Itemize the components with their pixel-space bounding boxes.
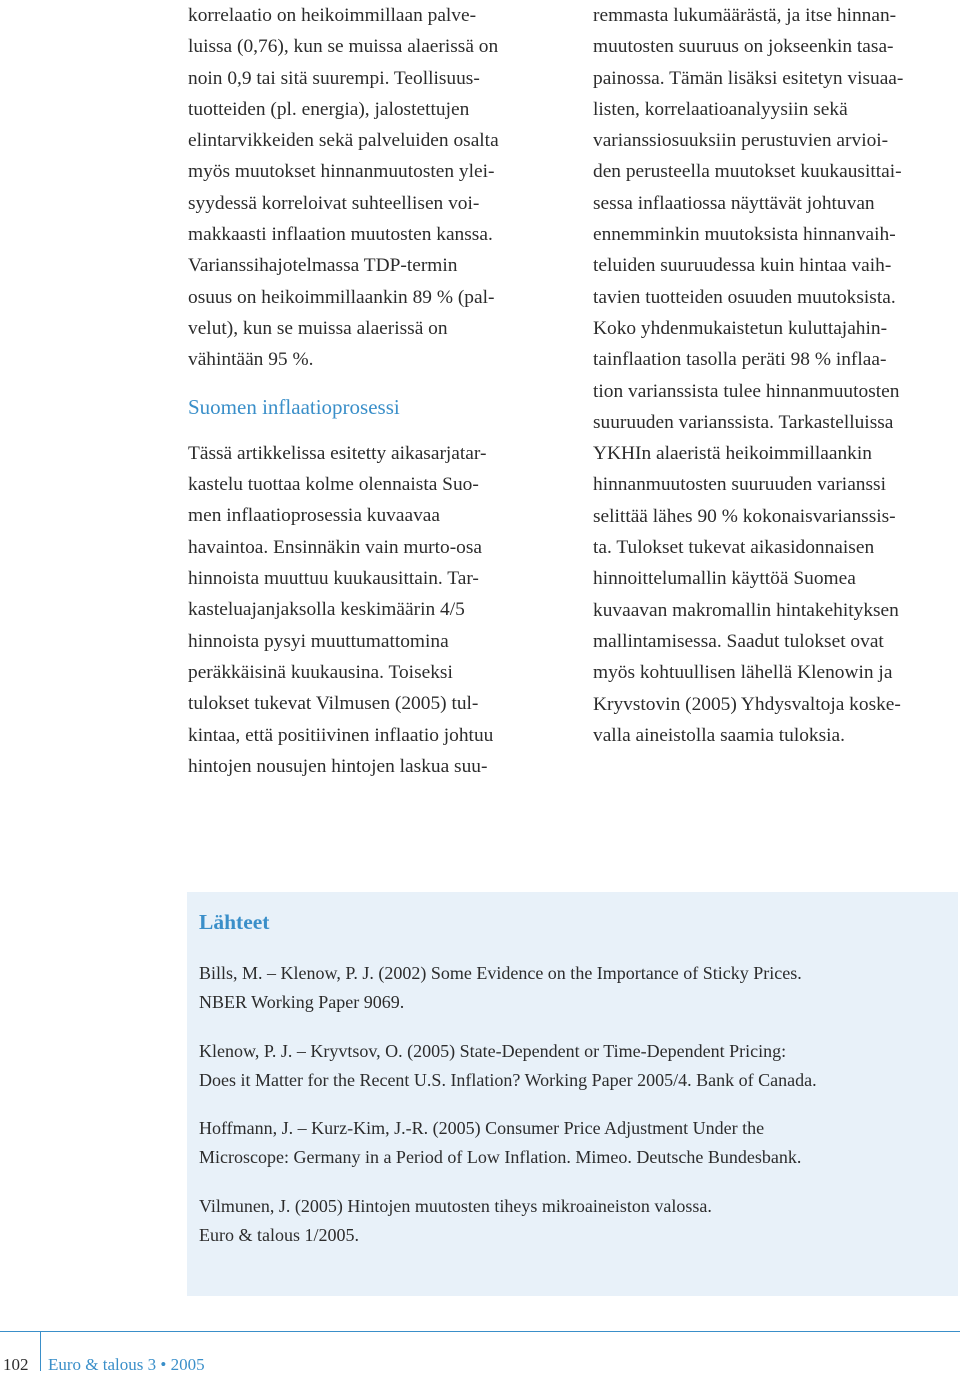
- text-line: ta. Tulokset tukevat aikasidonnaisen: [593, 537, 875, 559]
- reference-line: Does it Matter for the Recent U.S. Inflation? Working Paper 2005/4. Bank of Canada.: [199, 1069, 817, 1090]
- text-line: hinnoista pysyi muuttumattomina: [188, 630, 449, 652]
- text-line: kuvaavan makromallin hintakehityksen: [593, 599, 899, 621]
- text-line: Kryvstovin (2005) Yhdysvaltoja koske-: [593, 693, 901, 715]
- text-line: tuotteiden (pl. energia), jalostettujen: [188, 98, 470, 120]
- text-line: Varianssihajotelmassa TDP-termin: [188, 255, 458, 277]
- text-line: Koko yhdenmukaistetun kuluttajahin-: [593, 317, 888, 339]
- references-heading: Lähteet: [199, 910, 270, 934]
- text-line: remmasta lukumäärästä, ja itse hinnan-: [593, 5, 897, 26]
- text-line: varianssiosuuksiin perustuvien arvioi-: [593, 130, 889, 152]
- text-line: tainflaation tasolla peräti 98 % inflaa-: [593, 349, 887, 371]
- text-line: hinnanmuutosten suuruuden varianssi: [593, 474, 886, 496]
- text-line: muutosten suuruus on jokseenkin tasa-: [593, 36, 894, 58]
- section-heading: Suomen inflaatioprosessi: [188, 394, 400, 419]
- text-line: syydessä korreloivat suhteellisen voi-: [188, 192, 480, 214]
- text-line: tion varianssista tulee hinnanmuutosten: [593, 380, 900, 402]
- footer-rule: [0, 1331, 960, 1332]
- text-line: velut), kun se muissa alaerissä on: [188, 317, 448, 339]
- publication-name: Euro & talous 3 • 2005: [48, 1355, 205, 1374]
- footer-separator: [40, 1331, 41, 1371]
- text-line: kasteluajanjaksolla keskimäärin 4/5: [188, 599, 465, 621]
- paragraph-1: [188, 0, 564, 376]
- text-line: den perusteella muutokset kuukausittai-: [593, 161, 902, 183]
- reference-item: [199, 1192, 949, 1250]
- text-line: mallintamisessa. Saadut tulokset ovat: [593, 630, 884, 652]
- reference-line: Microscope: Germany in a Period of Low Inflation. Mimeo. Deutsche Bundesbank.: [199, 1147, 802, 1167]
- page-footer: [0, 1331, 960, 1374]
- text-line: suuruuden varianssista. Tarkastelluissa: [593, 411, 894, 433]
- text-line: men inflaatioprosessia kuvaavaa: [188, 505, 440, 527]
- text-line: hinnoista muuttuu kuukausittain. Tar-: [188, 568, 479, 590]
- text-line: hinnoittelumallin käyttöä Suomea: [593, 568, 856, 590]
- text-line: tavien tuotteiden osuuden muutoksista.: [593, 286, 896, 308]
- text-line: painossa. Tämän lisäksi esitetyn visuaa-: [593, 67, 904, 89]
- text-line: luissa (0,76), kun se muissa alaerissä on: [188, 36, 499, 58]
- left-column: [188, 0, 564, 782]
- text-line: sessa inflaatiossa näyttävät johtuvan: [593, 192, 875, 214]
- text-line: peräkkäisinä kuukausina. Toiseksi: [188, 661, 453, 683]
- reference-line: Klenow, P. J. – Kryvtsov, O. (2005) State-Dependent or Time-Dependent Pricing:: [199, 1040, 787, 1061]
- references-box: [187, 892, 958, 1296]
- text-line: elintarvikkeiden sekä palveluiden osalta: [188, 130, 499, 152]
- reference-line: NBER Working Paper 9069.: [199, 992, 405, 1012]
- text-line: myös kohtuullisen lähellä Klenowin ja: [593, 662, 893, 684]
- right-column: [593, 0, 960, 751]
- text-line: kintaa, että positiivinen inflaatio johtuu: [188, 724, 494, 746]
- text-line: makkaasti inflaation muutosten kanssa.: [188, 224, 493, 246]
- text-line: ennemminkin muutoksista hinnanvaih-: [593, 224, 896, 246]
- text-line: noin 0,9 tai sitä suurempi. Teollisuus-: [188, 67, 480, 89]
- references-list: [199, 959, 949, 1269]
- reference-line: Bills, M. – Klenow, P. J. (2002) Some Evidence on the Importance of Sticky Prices.: [199, 963, 802, 983]
- reference-item: [199, 1114, 949, 1172]
- text-line: YKHIn alaeristä heikoimmillaankin: [593, 443, 872, 465]
- text-line: selittää lähes 90 % kokonaisvarianssis-: [593, 505, 896, 527]
- page-number: 102: [3, 1355, 29, 1374]
- text-line: vähintään 95 %.: [188, 349, 314, 371]
- text-line: kastelu tuottaa kolme olennaista Suo-: [188, 474, 479, 496]
- reference-item: [199, 959, 949, 1017]
- text-line: Tässä artikkelissa esitetty aikasarjatar-: [188, 442, 487, 464]
- reference-line: Vilmunen, J. (2005) Hintojen muutosten tiheys mikroaineiston valossa.: [199, 1195, 712, 1216]
- reference-item: [199, 1037, 949, 1095]
- reference-line: Hoffmann, J. – Kurz-Kim, J.-R. (2005) Consumer Price Adjustment Under the: [199, 1118, 765, 1138]
- text-line: havaintoa. Ensinnäkin vain murto-osa: [188, 536, 483, 558]
- text-line: osuus on heikoimmillaankin 89 % (pal-: [188, 286, 495, 308]
- reference-line: Euro & talous 1/2005.: [199, 1224, 359, 1245]
- text-line: tulokset tukevat Vilmusen (2005) tul-: [188, 693, 479, 715]
- text-line: myös muutokset hinnanmuutosten ylei-: [188, 161, 495, 183]
- text-line: hintojen nousujen hintojen laskua suu-: [188, 755, 488, 777]
- paragraph-2: [188, 438, 564, 782]
- text-line: teluiden suuruudessa kuin hintaa vaih-: [593, 255, 892, 277]
- text-line: valla aineistolla saamia tuloksia.: [593, 724, 846, 746]
- text-line: korrelaatio on heikoimmillaan palve-: [188, 5, 477, 26]
- text-line: listen, korrelaatioanalyysiin sekä: [593, 98, 848, 120]
